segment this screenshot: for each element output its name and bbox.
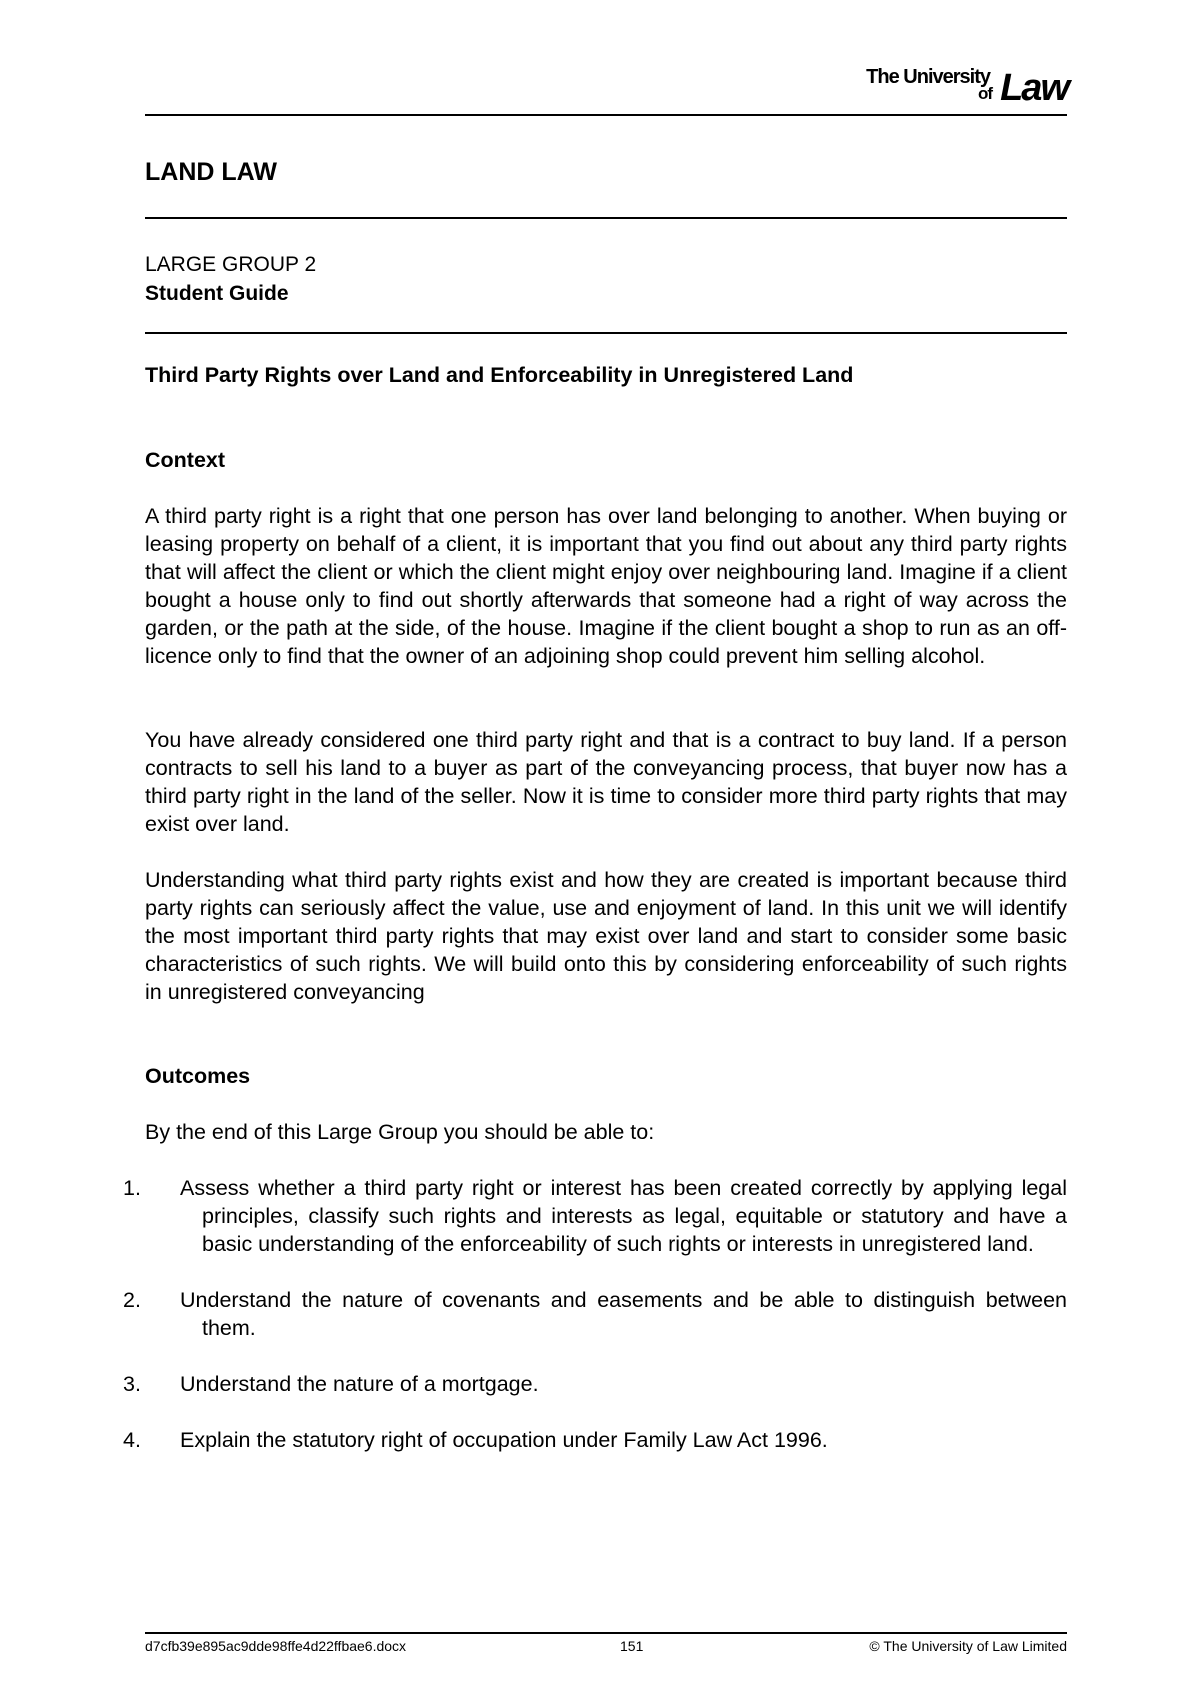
outcomes-intro: By the end of this Large Group you should be able to: (145, 1120, 655, 1144)
list-item-text: Explain the statutory right of occupation under Family Law Act 1996. (180, 1428, 828, 1452)
list-item: 3. Understand the nature of a mortgage. (123, 1372, 539, 1396)
divider (145, 217, 1067, 219)
divider (145, 332, 1067, 334)
divider (145, 114, 1067, 116)
outcomes-list (123, 1174, 1067, 1482)
list-item: 2. Understand the nature of covenants and easements and be able to distinguish between them. (123, 1288, 1067, 1340)
document-subtitle: Third Party Rights over Land and Enforceability in Unregistered Land (145, 363, 854, 387)
context-paragraph-1: A third party right is a right that one person has over land belonging to another. When buying or leasing property on behalf of a client, it is important that you find out about any third party rights that will affect the client or which the client might enjoy over neighbouring land. Imagine if a client bought a house only to find out shortly afterwards that someone had a right of way across the garden, or the path at the side, of the house. Imagine if the client bought a shop to run as an off-licence only to find that the owner of an adjoining shop could prevent him selling alcohol. (145, 504, 1067, 668)
list-item-text: Assess whether a third party right or interest has been created correctly by applying legal principles, classify such rights and interests as legal, equitable or statutory and have a basic understanding of the enforceability of such rights or interests in unregistered land. (180, 1176, 1067, 1256)
guide-label: Student Guide (145, 282, 289, 305)
footer-page-number: 151 (620, 1638, 644, 1654)
list-item-text: Understand the nature of covenants and easements and be able to distinguish between them. (180, 1288, 1067, 1340)
context-paragraph-3: Understanding what third party rights exist and how they are created is important because third party rights can seriously affect the value, use and enjoyment of land. In this unit we will identify the most important third party rights that may exist over land and start to consider some basic characteristics of such rights. We will build onto this by considering enforceability of such rights in unregistered conveyancing (145, 868, 1067, 1004)
page-title: LAND LAW (145, 158, 277, 186)
list-item: 4. Explain the statutory right of occupation under Family Law Act 1996. (123, 1428, 828, 1452)
logo-line1: The University (866, 66, 990, 88)
context-paragraph-2: You have already considered one third party right and that is a contract to buy land. If a person contracts to sell his land to a buyer as part of the conveyancing process, that buyer now has a third party right in the land of the seller. Now it is time to consider more third party rights that may exist over land. (145, 728, 1067, 836)
footer-filename: d7cfb39e895ac9dde98ffe4d22ffbae6.docx (145, 1638, 407, 1654)
university-logo (838, 62, 1070, 114)
logo-word: Law (1000, 67, 1068, 109)
list-item: 1. Assess whether a third party right or interest has been created correctly by applying legal principles, classify such rights and interests as legal, equitable or statutory and have a basic understanding of the enforceability of such rights or interests in unregistered land. (123, 1176, 1067, 1256)
group-name: LARGE GROUP 2 (145, 253, 317, 276)
group-label (145, 250, 316, 308)
footer-copyright: © The University of Law Limited (869, 1638, 1067, 1654)
footer-divider (145, 1632, 1067, 1634)
outcomes-heading: Outcomes (145, 1064, 251, 1088)
list-item-text: Understand the nature of a mortgage. (180, 1372, 539, 1396)
context-heading: Context (145, 448, 226, 472)
logo-line2: of (977, 84, 992, 103)
